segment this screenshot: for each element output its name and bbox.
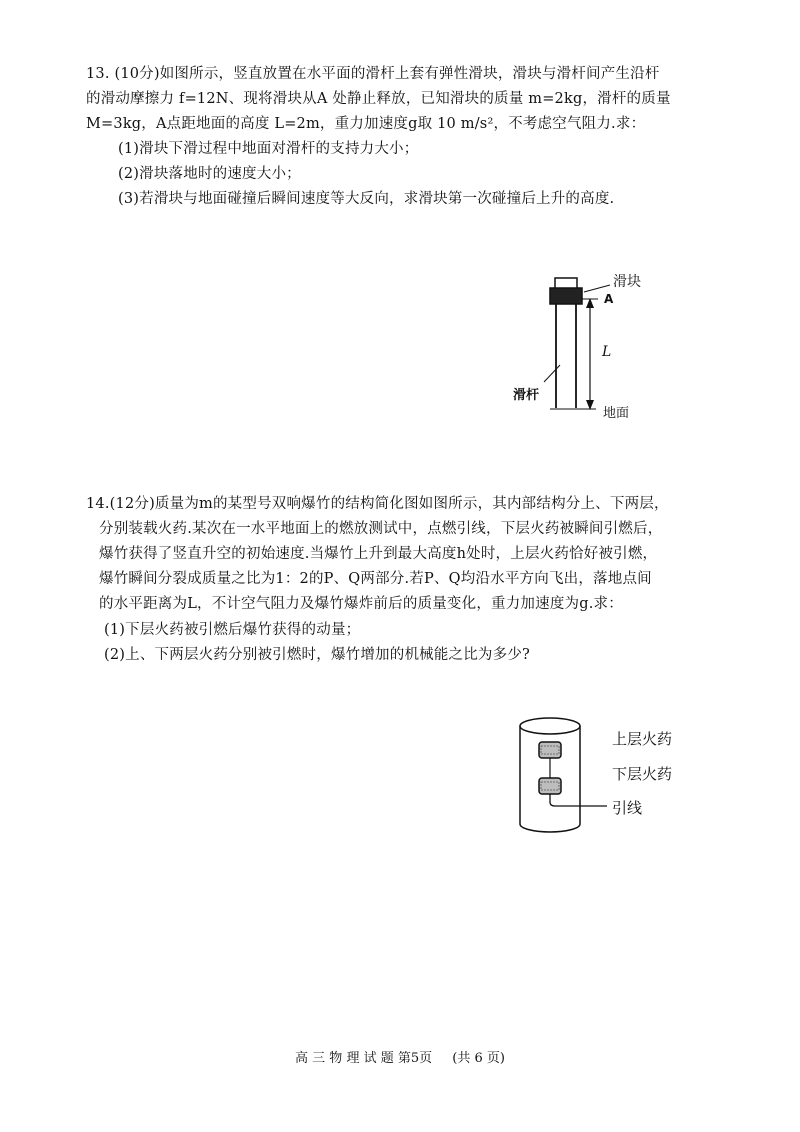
slider-label: 滑块 bbox=[613, 274, 641, 290]
q13-figure bbox=[500, 270, 700, 430]
upper-charge-label: 上层火药 bbox=[612, 730, 673, 748]
q14-line-4: 爆竹瞬间分裂成质量之比为1：2的P、Q两部分.若P、Q均沿水平方向飞出，落地点间 bbox=[99, 571, 652, 587]
page-footer bbox=[0, 1047, 800, 1066]
q13-subq-2: (2)滑块落地时的速度大小； bbox=[118, 166, 301, 182]
q14-line-5: 的水平距离为L，不计空气阻力及爆竹爆炸前后的质量变化，重力加速度为g.求： bbox=[99, 596, 623, 612]
footer-subject: 高 三 物 理 试 题 第5页 bbox=[295, 1051, 433, 1066]
q14-line-1: 14.(12分)质量为m的某型号双响爆竹的结构简化图如图所示，其内部结构分上、下两层， bbox=[86, 496, 669, 512]
point-a-label: A bbox=[604, 292, 614, 306]
q14-line-2: 分别装载火药.某次在一水平地面上的燃放测试中，点燃引线，下层火药被瞬间引燃后， bbox=[99, 521, 663, 537]
q13-line-3: M=3kg，A点距地面的高度 L=2m，重力加速度g取 10 m/s²，不考虑空气阻力.求： bbox=[86, 116, 646, 132]
ground-label: 地面 bbox=[603, 406, 630, 421]
length-label: L bbox=[602, 344, 612, 360]
cylinder-bottom bbox=[520, 824, 580, 832]
lower-charge-label: 下层火药 bbox=[612, 765, 673, 783]
q14-line-3: 爆竹获得了竖直升空的初始速度.当爆竹上升到最大高度h处时，上层火药恰好被引燃， bbox=[99, 546, 658, 562]
upper-charge bbox=[539, 742, 561, 758]
slider-block bbox=[550, 288, 582, 304]
lower-charge bbox=[539, 778, 561, 794]
q13-line-1: 13. (10分)如图所示，竖直放置在水平面的滑杆上套有弹性滑块，滑块与滑杆间产生沿杆 bbox=[86, 66, 660, 82]
q13-subq-3: (3)若滑块与地面碰撞后瞬间速度等大反向，求滑块第一次碰撞后上升的高度. bbox=[118, 191, 615, 207]
fuse bbox=[550, 794, 607, 806]
slider-leader bbox=[584, 285, 610, 292]
rod-label: 滑杆 bbox=[513, 388, 540, 403]
q14-subq-1: (1)下层火药被引燃后爆竹获得的动量； bbox=[104, 622, 361, 638]
q14-figure bbox=[505, 710, 615, 840]
cylinder-top bbox=[520, 718, 580, 734]
rod-leader bbox=[544, 365, 560, 382]
q14-subq-2: (2)上、下两层火药分别被引燃时，爆竹增加的机械能之比为多少? bbox=[104, 647, 531, 663]
footer-pages: (共 6 页) bbox=[452, 1051, 505, 1066]
q13-line-2: 的滑动摩擦力 f=12N、现将滑块从A 处静止释放，已知滑块的质量 m=2kg，滑杆的质量 bbox=[86, 91, 671, 107]
q13-subq-1: (1)滑块下滑过程中地面对滑杆的支持力大小； bbox=[118, 141, 419, 157]
fuse-label: 引线 bbox=[612, 799, 643, 817]
